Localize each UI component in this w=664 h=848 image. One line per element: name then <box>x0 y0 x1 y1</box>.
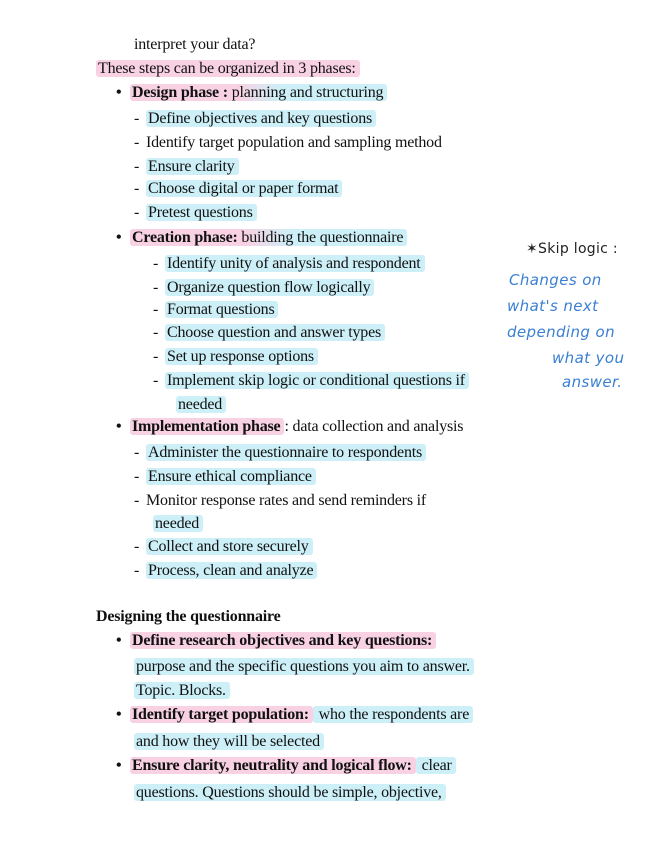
list-item-continuation: needed <box>176 394 226 416</box>
list-item: - Organize question flow logically <box>153 277 374 299</box>
list-item: - Define objectives and key questions <box>134 108 376 130</box>
bullet-icon: • <box>116 229 122 246</box>
bullet-icon: • <box>116 632 122 649</box>
list-item: - Choose question and answer types <box>153 322 385 344</box>
list-item: - Monitor response rates and send reminders if <box>134 492 427 509</box>
design-point-heading: • Ensure clarity, neutrality and logical flow: clear <box>116 755 456 777</box>
bullet-icon: • <box>116 418 122 435</box>
list-item: - Format questions <box>153 299 278 321</box>
list-item: - Choose digital or paper format <box>134 178 342 200</box>
design-point-text: and how they will be selected <box>134 731 324 753</box>
phase-creation-heading: • Creation phase: building the questionnaire <box>116 227 407 249</box>
list-item: - Identify target population and sampling method <box>134 134 442 151</box>
bullet-icon: • <box>116 706 122 723</box>
margin-note-heading: ✶Skip logic : <box>526 241 618 257</box>
design-point-text: purpose and the specific questions you aim to answer. <box>134 656 474 678</box>
list-item: - Pretest questions <box>134 202 257 224</box>
phase-implementation-heading: • Implementation phase : data collection and analysis <box>116 416 463 438</box>
margin-note-line: depending on <box>507 323 615 341</box>
design-point-heading: • Define research objectives and key questions: <box>116 630 436 652</box>
design-point-heading: • Identify target population: who the respondents are <box>116 704 473 726</box>
design-point-text: questions. Questions should be simple, objective, <box>134 782 446 804</box>
list-item-continuation: needed <box>153 513 203 535</box>
list-item: - Set up response options <box>153 346 318 368</box>
margin-note-line: what you <box>552 349 625 367</box>
design-point-text: Topic. Blocks. <box>134 680 230 702</box>
list-item: - Identify unity of analysis and respondent <box>153 253 425 275</box>
list-item: - Implement skip logic or conditional questions if <box>153 370 469 392</box>
intro-line: These steps can be organized in 3 phases: <box>96 58 360 80</box>
list-item: - Administer the questionnaire to respondents <box>134 442 426 464</box>
section-heading: Designing the questionnaire <box>96 608 281 625</box>
top-line: interpret your data? <box>134 36 256 53</box>
list-item: - Collect and store securely <box>134 536 313 558</box>
margin-note-line: answer. <box>562 373 623 391</box>
margin-note-line: Changes on <box>509 271 602 289</box>
list-item: - Process, clean and analyze <box>134 560 317 582</box>
list-item: - Ensure ethical compliance <box>134 466 316 488</box>
bullet-icon: • <box>116 84 122 101</box>
list-item: - Ensure clarity <box>134 156 239 178</box>
bullet-icon: • <box>116 757 122 774</box>
margin-note-line: what's next <box>507 297 599 315</box>
phase-design-heading: • Design phase : planning and structuring <box>116 82 387 104</box>
